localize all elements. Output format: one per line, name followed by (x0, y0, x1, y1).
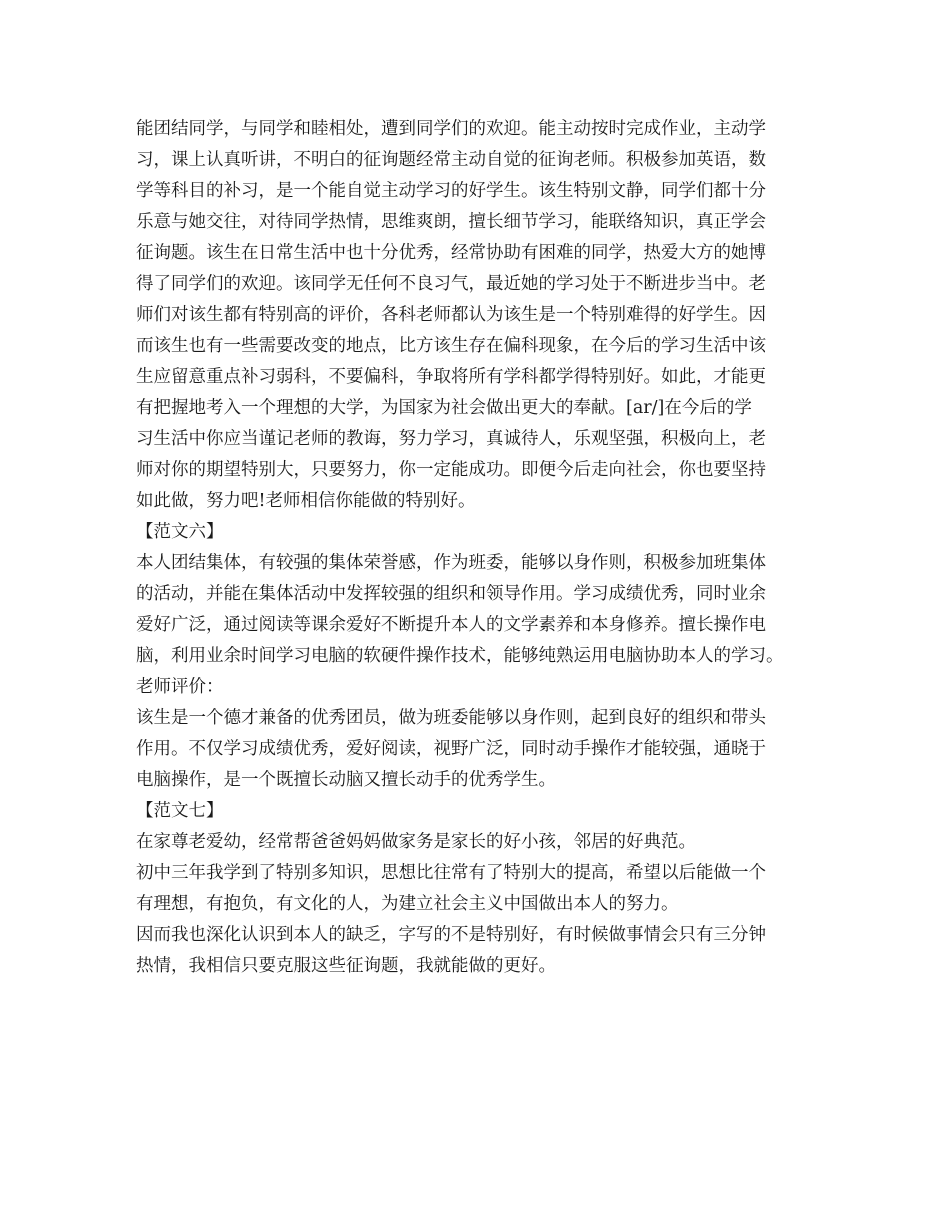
text-line: 师对你的期望特别大，只要努力，你一定能成功。即便今后走向社会，你也要坚持 (136, 460, 766, 480)
text-line: 如此做，努力吧!老师相信你能做的特别好。 (136, 491, 476, 511)
text-line: 乐意与她交往，对待同学热情，思维爽朗，擅长细节学习，能联络知识，真正学会 (136, 212, 766, 232)
text-line: 习生活中你应当谨记老师的教诲，努力学习，真诚待人，乐观坚强，积极向上，老 (136, 429, 766, 449)
text-line: 学等科目的补习，是一个能自觉主动学习的好学生。该生特别文静，同学们都十分 (136, 181, 766, 201)
text-line: 电脑操作，是一个既擅长动脑又擅长动手的优秀学生。 (136, 770, 556, 790)
text-line: 热情，我相信只要克服这些征询题，我就能做的更好。 (136, 956, 556, 976)
text-line: 在家尊老爱幼，经常帮爸爸妈妈做家务是家长的好小孩，邻居的好典范。 (136, 832, 696, 852)
text-line: 有理想，有抱负，有文化的人，为建立社会主义中国做出本人的努力。 (136, 894, 679, 914)
text-line: 征询题。该生在日常生活中也十分优秀，经常协助有困难的同学，热爱大方的她博 (136, 243, 766, 263)
document-body (136, 114, 820, 982)
subheading: 老师评价： (136, 677, 224, 697)
text-line: 该生是一个德才兼备的优秀团员，做为班委能够以身作则，起到良好的组织和带头 (136, 708, 766, 728)
text-line: 因而我也深化认识到本人的缺乏，字写的不是特别好，有时候做事情会只有三分钟 (136, 925, 766, 945)
text-line: 作用。不仅学习成绩优秀，爱好阅读，视野广泛，同时动手操作才能较强，通晓于 (136, 739, 766, 759)
text-line: 的活动，并能在集体活动中发挥较强的组织和领导作用。学习成绩优秀，同时业余 (136, 584, 766, 604)
text-line: 脑，利用业余时间学习电脑的软硬件操作技术，能够纯熟运用电脑协助本人的学习。 (136, 646, 784, 666)
text-line: 而该生也有一些需要改变的地点，比方该生存在偏科现象，在今后的学习生活中该 (136, 336, 766, 356)
text-line: 本人团结集体，有较强的集体荣誉感，作为班委，能够以身作则，积极参加班集体 (136, 553, 766, 573)
text-line: 得了同学们的欢迎。该同学无任何不良习气，最近她的学习处于不断进步当中。老 (136, 274, 766, 294)
section-heading: 【范文六】 (136, 522, 224, 542)
text-line: 能团结同学，与同学和睦相处，遭到同学们的欢迎。能主动按时完成作业，主动学 (136, 119, 766, 139)
text-line: 师们对该生都有特别高的评价，各科老师都认为该生是一个特别难得的好学生。因 (136, 305, 766, 325)
text-line: 生应留意重点补习弱科，不要偏科，争取将所有学科都学得特别好。如此，才能更 (136, 367, 766, 387)
text-line: 习，课上认真听讲，不明白的征询题经常主动自觉的征询老师。积极参加英语，数 (136, 150, 766, 170)
text-line: 初中三年我学到了特别多知识，思想比往常有了特别大的提高，希望以后能做一个 (136, 863, 766, 883)
text-line: 爱好广泛，通过阅读等课余爱好不断提升本人的文学素养和本身修养。擅长操作电 (136, 615, 766, 635)
section-heading: 【范文七】 (136, 801, 224, 821)
text-line: 有把握地考入一个理想的大学，为国家为社会做出更大的奉献。[ar/]在今后的学 (136, 398, 752, 418)
